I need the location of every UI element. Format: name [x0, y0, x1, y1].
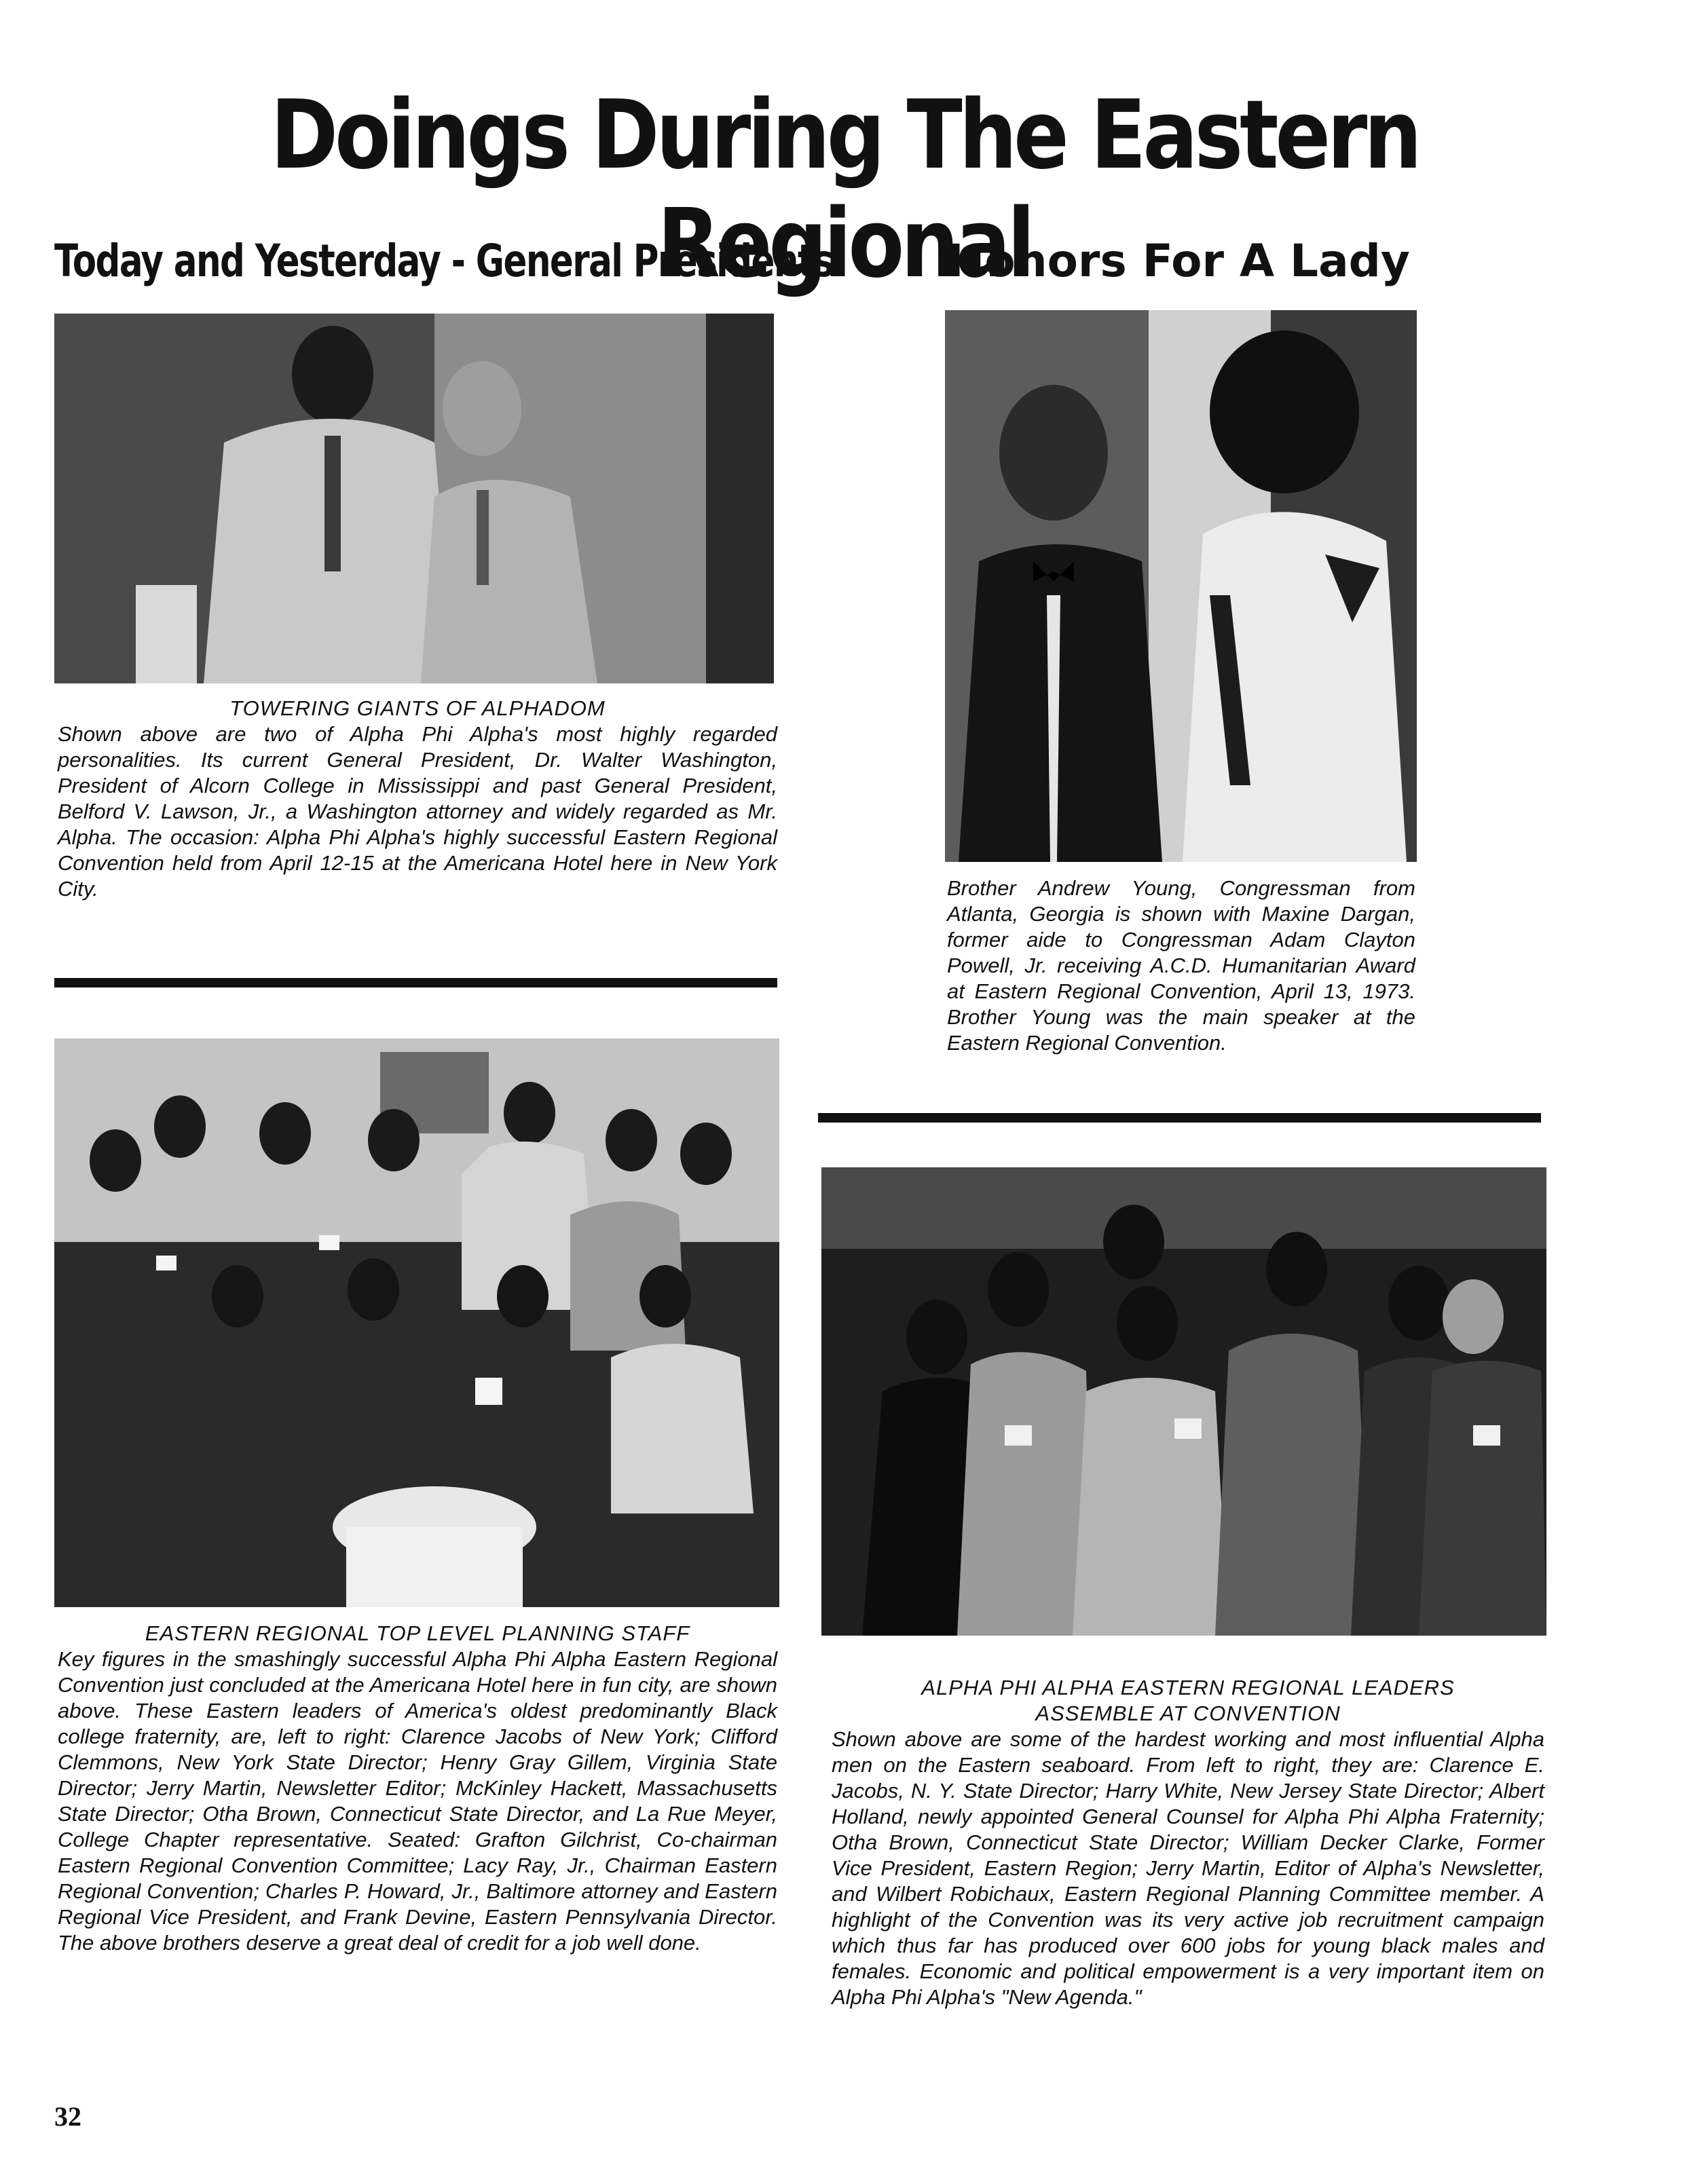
caption-headline: TOWERING GIANTS OF ALPHADOM: [229, 696, 606, 720]
photo-planning-staff: [54, 1038, 779, 1607]
caption-body: Brother Andrew Young, Congressman from Atlanta, Georgia is shown with Maxine Dargan, former aide to Congressman Adam Clayton Powell, Jr. receiving A.C.D. Humanitarian Award at Eastern Regional Convention, April 13, 1973. Brother Young was the main speaker at the Eastern Regional Convention.: [947, 876, 1415, 1055]
caption-leaders: [832, 1675, 1544, 2010]
caption-body: Shown above are two of Alpha Phi Alpha's most highly regarded personalities. Its current General President, Dr. Walter Washington, President of Alcorn College in Mississippi and past General President, Belford V. Lawson, Jr., a Washington attorney and widely regarded as Mr. Alpha. The occasion: Alpha Phi Alpha's highly successful Eastern Regional Convention held from April 12-15 at the Americana Hotel here in New York City.: [58, 722, 777, 901]
photo-general-presidents-figures: [54, 314, 774, 683]
caption-body: Shown above are some of the hardest working and most influential Alpha men on the Eastern seaboard. From left to right, they are: Clarence E. Jacobs, N. Y. State Director; Harry White, New Jersey State Director; Albert Holland, newly appointed General Counsel for Alpha Phi Alpha Fraternity; Otha Brown, Connecticut State Director; William Decker Clarke, Former Vice President, Eastern Region; Jerry Martin, Editor of Alpha's Newsletter, and Wilbert Robichaux, Eastern Regional Planning Committee member. A highlight of the Convention was its very active job recruitment campaign which thus far has produced over 600 jobs for young black males and females. Economic and political empowerment is a very important item on Alpha Phi Alpha's "New Agenda.": [832, 1727, 1544, 2009]
caption-body: Key figures in the smashingly successful Alpha Phi Alpha Eastern Regional Convention just concluded at the Americana Hotel here in fun city, are shown above. These Eastern leaders of America's oldest predominantly Black college fraternity, are, left to right: Clarence Jacobs of New York; Clifford Clemmons, New York State Director; Henry Gray Gillem, Virginia State Director; Jerry Martin, Newsletter Editor; McKinley Hackett, Massachusetts State Director; Otha Brown, Connecticut State Director, and La Rue Meyer, College Chapter representative. Seated: Grafton Gilchrist, Co-chairman Eastern Regional Convention Committee; Lacy Ray, Jr., Chairman Eastern Regional Convention; Charles P. Howard, Jr., Baltimore attorney and Eastern Regional Vice President, and Frank Devine, Eastern Pennsylvania Director. The above brothers deserve a great deal of credit for a job well done.: [58, 1647, 777, 1955]
page-title: Doings During The Eastern Regional: [270, 80, 1419, 299]
divider-rule-left: [54, 978, 777, 987]
caption-headline: EASTERN REGIONAL TOP LEVEL PLANNING STAFF: [145, 1621, 690, 1645]
photo-planning-staff-figures: [54, 1038, 779, 1607]
photo-honors-lady: [945, 310, 1417, 862]
section-heading-honors: Honors For A Lady: [947, 235, 1410, 287]
photo-general-presidents: [54, 314, 774, 683]
photo-regional-leaders-figures: [821, 1167, 1546, 1636]
caption-headline-line2: ASSEMBLE AT CONVENTION: [1035, 1701, 1341, 1725]
photo-regional-leaders: [821, 1167, 1546, 1636]
section-heading-presidents: Today and Yesterday - General Presidents: [54, 235, 834, 287]
page-number: 32: [54, 2101, 81, 2132]
caption-honors: [947, 876, 1415, 1056]
caption-towering: [58, 696, 777, 902]
divider-rule-right: [818, 1113, 1541, 1123]
caption-planning: [58, 1621, 777, 1956]
caption-headline-line1: ALPHA PHI ALPHA EASTERN REGIONAL LEADERS: [921, 1676, 1455, 1699]
photo-honors-lady-figures: [945, 310, 1417, 862]
